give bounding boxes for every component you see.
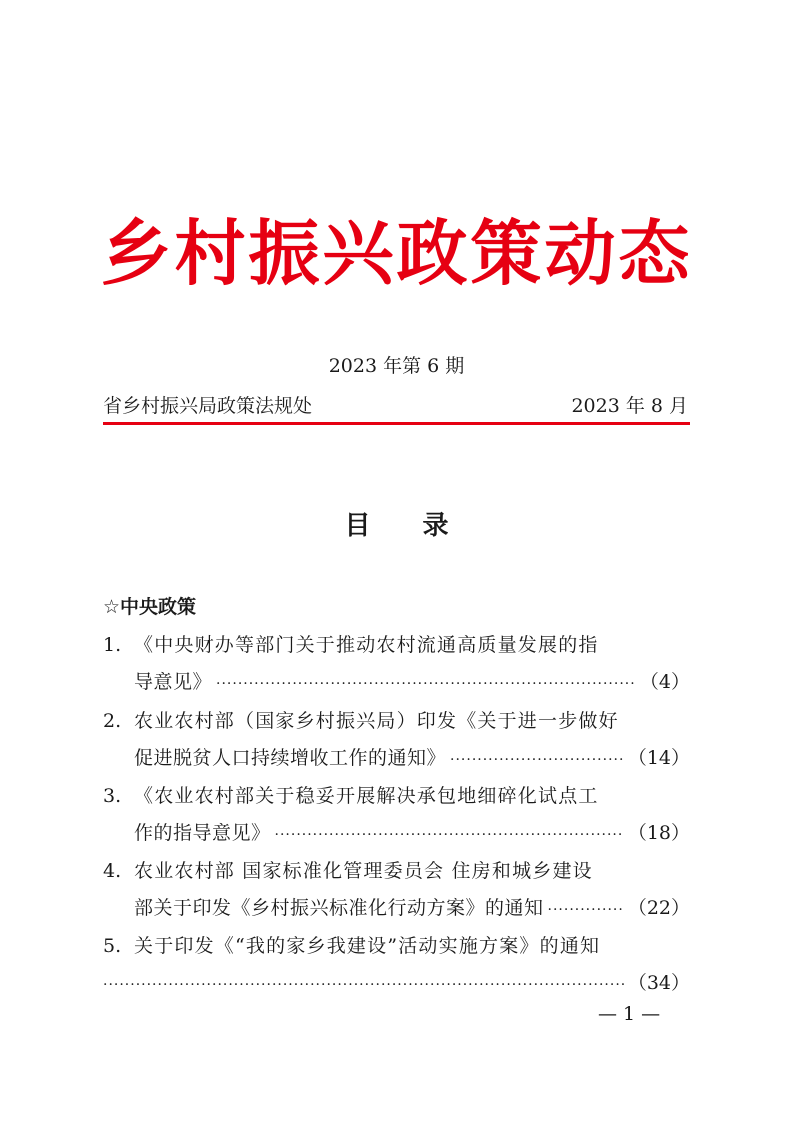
dot-leader [275,817,624,854]
entry-title-line1: 农业农村部（国家乡村振兴局）印发《关于进一步做好 [134,710,619,732]
toc-heading [0,508,793,544]
entry-title-line1: 《农业农村部关于稳妥开展解决承包地细碎化试点工 [134,785,599,807]
toc-entry[interactable] [103,703,690,777]
red-divider [103,422,690,425]
toc-heading-char-2: 录 [422,511,449,541]
entry-number: 3. [103,785,122,807]
entry-title-line1: 关于印发《“我的家乡我建设”活动实施方案》的通知 [134,935,601,957]
entry-title-line2: 部关于印发《乡村振兴标准化行动方案》的通知 [134,897,544,919]
dot-leader [103,967,624,1004]
publisher: 省乡村振兴局政策法规处 [103,395,313,417]
entry-title-line2: 导意见》 [134,671,213,693]
dot-leader [548,892,624,929]
entry-page: （4） [639,671,690,693]
entry-number: 1. [103,634,122,656]
publisher-row [103,392,688,420]
publication-date: 2023 年 8 月 [571,395,688,417]
entry-number: 5. [103,935,122,957]
entry-page: （22） [627,897,690,919]
section-heading: ☆中央政策 [103,596,197,618]
entry-page: （18） [627,822,690,844]
dot-leader [216,666,636,703]
entry-number: 4. [103,860,122,882]
toc-entry[interactable] [103,928,690,1002]
toc-entry[interactable] [103,627,690,701]
dot-leader [450,742,624,779]
masthead-title: 乡村振兴政策动态 [100,211,693,295]
entry-page: （34） [627,972,690,994]
entry-title-line1: 《中央财办等部门关于推动农村流通高质量发展的指 [134,634,599,656]
entry-title-line1: 农业农村部 国家标准化管理委员会 住房和城乡建设 [134,860,593,882]
page-number: — 1 — [598,1003,661,1025]
toc-entry[interactable] [103,778,690,852]
entry-title-line2: 促进脱贫人口持续增收工作的通知》 [134,747,447,769]
entry-number: 2. [103,710,122,732]
toc-entry[interactable] [103,853,690,927]
issue-number: 2023 年第 6 期 [328,355,465,377]
entry-title-line2: 作的指导意见》 [134,822,271,844]
entry-page: （14） [627,747,690,769]
toc-heading-char-1: 目 [344,511,371,541]
